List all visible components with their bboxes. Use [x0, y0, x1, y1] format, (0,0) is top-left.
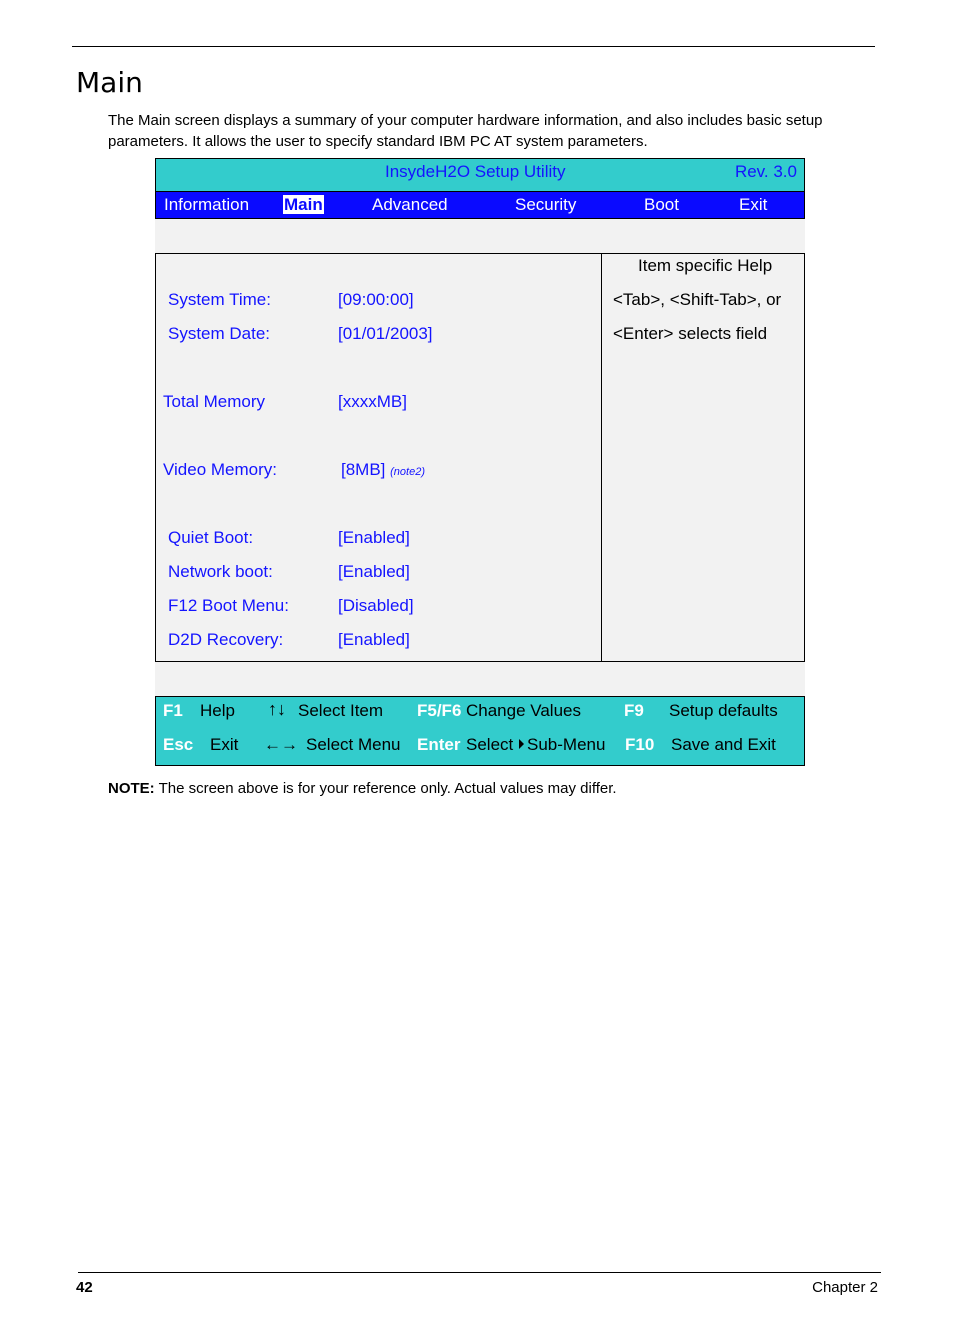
- f5f6-key: F5/F6: [417, 701, 462, 720]
- field-value-total-memory: [xxxxMB]: [338, 392, 407, 411]
- submenu-triangle-icon: [519, 739, 524, 749]
- esc-label: Exit: [210, 735, 239, 754]
- field-value-network-boot[interactable]: [Enabled]: [338, 562, 410, 581]
- enter-key: Enter: [417, 735, 461, 754]
- bios-revision: Rev. 3.0: [734, 162, 797, 181]
- page-title: Main: [76, 66, 143, 99]
- bios-screen: [155, 158, 805, 766]
- page-number: 42: [76, 1279, 93, 1296]
- bios-menu-bar: [155, 192, 805, 219]
- bios-key-legend: [155, 696, 805, 766]
- menu-main[interactable]: Main: [284, 195, 323, 214]
- help-title: Item specific Help: [638, 256, 773, 275]
- submenu-label: Sub-Menu: [527, 735, 606, 754]
- bios-title-bar: [155, 158, 805, 192]
- note-text: The screen above is for your reference only. Actual values may differ.: [158, 780, 617, 797]
- field-label-d2d-recovery: D2D Recovery:: [168, 630, 284, 649]
- field-label-quiet-boot: Quiet Boot:: [168, 528, 254, 547]
- up-down-arrows-icon: ↑↓: [268, 699, 286, 719]
- select-menu-label: Select Menu: [306, 735, 401, 754]
- help-line-2: <Enter> selects field: [613, 324, 768, 343]
- field-label-video-memory: Video Memory:: [163, 460, 278, 479]
- menu-advanced[interactable]: Advanced: [372, 195, 448, 214]
- field-value-system-date[interactable]: [01/01/2003]: [338, 324, 433, 343]
- menu-security[interactable]: Security: [515, 195, 577, 214]
- f1-key: F1: [163, 701, 183, 720]
- video-memory-note: (note2): [390, 466, 425, 478]
- field-value-f12-boot-menu[interactable]: [Disabled]: [338, 596, 414, 615]
- f9-key: F9: [624, 701, 644, 720]
- field-label-system-date: System Date:: [168, 324, 271, 343]
- chapter-label: Chapter 2: [812, 1279, 878, 1296]
- spacer-band-bottom: [155, 662, 805, 696]
- enter-label: Select: [466, 735, 514, 754]
- f10-key: F10: [625, 735, 655, 754]
- left-right-arrows-icon: ←→: [264, 735, 298, 754]
- f9-label: Setup defaults: [669, 701, 778, 720]
- field-value-d2d-recovery[interactable]: [Enabled]: [338, 630, 410, 649]
- video-memory-value: [8MB]: [341, 460, 386, 479]
- f10-label: Save and Exit: [671, 735, 776, 754]
- field-label-network-boot: Network boot:: [168, 562, 273, 581]
- note: [108, 780, 617, 797]
- field-value-quiet-boot[interactable]: [Enabled]: [338, 528, 410, 547]
- f5f6-label: Change Values: [466, 701, 581, 720]
- f1-label: Help: [200, 701, 235, 720]
- menu-boot[interactable]: Boot: [644, 195, 679, 214]
- field-value-video-memory: [341, 460, 425, 480]
- select-item-label: Select Item: [298, 701, 384, 720]
- menu-exit[interactable]: Exit: [739, 195, 768, 214]
- settings-panel: [155, 253, 805, 662]
- field-label-f12-boot-menu: F12 Boot Menu:: [168, 596, 289, 615]
- help-line-1: <Tab>, <Shift-Tab>, or: [613, 290, 782, 309]
- submenu-indicator: [515, 735, 605, 755]
- spacer-band: [155, 219, 805, 253]
- field-value-system-time[interactable]: [09:00:00]: [338, 290, 414, 309]
- bios-title: InsydeH2O Setup Utility: [385, 162, 566, 181]
- note-label: NOTE:: [108, 780, 155, 797]
- top-rule: [72, 46, 875, 47]
- field-label-total-memory: Total Memory: [163, 392, 266, 411]
- panel-divider: [601, 254, 602, 661]
- field-label-system-time: System Time:: [168, 290, 271, 309]
- esc-key: Esc: [163, 735, 194, 754]
- menu-information[interactable]: Information: [164, 195, 250, 214]
- bottom-rule: [78, 1272, 881, 1273]
- intro-paragraph: The Main screen displays a summary of your computer hardware information, and also includes basic setup parameters. It allows the user to specify standard IBM PC AT system parameters.: [108, 112, 823, 150]
